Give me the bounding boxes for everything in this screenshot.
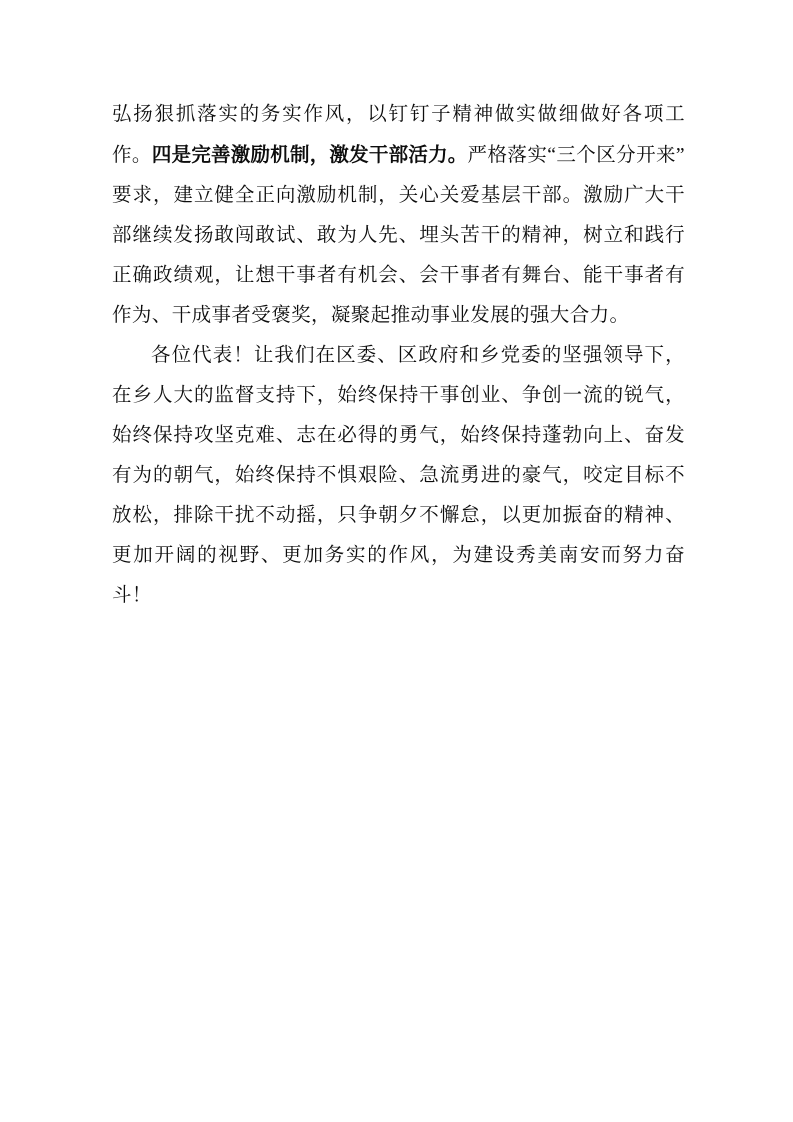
paragraph-2-text-run-1: 各位代表！让我们在区委、区政府和乡党委的坚强领导下，在乡人大的监督支持下，始终保持干事创业、争创一流的锐气，始终保持攻坚克难、志在必得的勇气，始终保持蓬勃向上、奋发有为的朝气，始终保持不惧艰险、急流勇进的豪气，咬定目标不放松，排除干扰不动摇，只争朝夕不懈怠，以更加振奋的精神、更加开阔的视野、更加务实的作风，为建设秀美南安而努力奋斗！ [112,345,685,606]
paragraph-1-emphasis-run-2: 四是完善激励机制，激发干部活力。 [151,143,468,166]
paragraph-1 [112,95,685,336]
document-body [112,95,685,616]
paragraph-1-text-run-3: 严格落实“三个区分开来”要求，建立健全正向激励机制，关心关爱基层干部。激励广大干部继续发扬敢闯敢试、敢为人先、埋头苦干的精神，树立和践行正确政绩观，让想干事者有机会、会干事者有舞台、能干事者有作为、干成事者受褒奖，凝聚起推动事业发展的强大合力。 [112,145,685,326]
paragraph-2 [112,336,685,616]
paragraph-1-text-run-1: 弘扬狠抓落实的务实作风，以钉钉子精神做实做细做好各项工作。 [112,104,685,166]
